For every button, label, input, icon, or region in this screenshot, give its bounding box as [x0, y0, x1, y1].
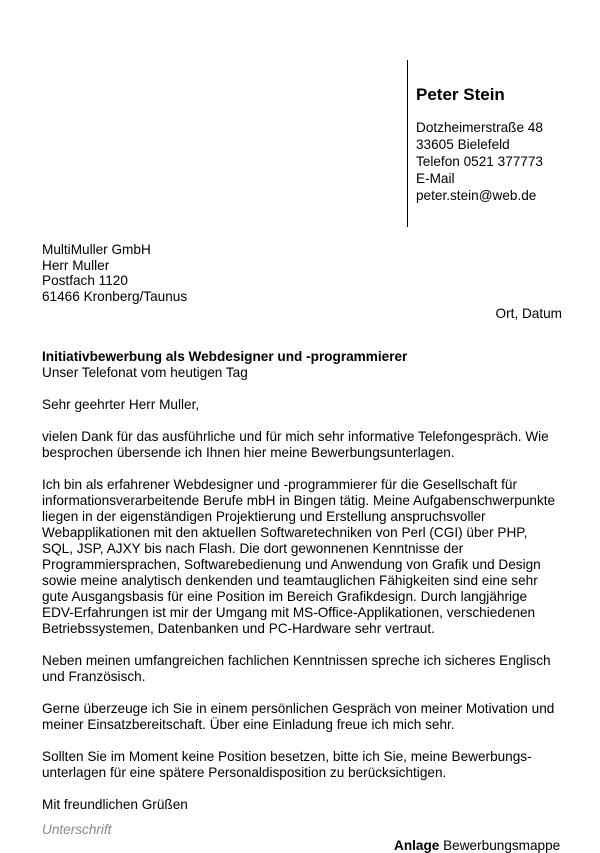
letter-date: Ort, Datum: [495, 306, 562, 321]
salutation: Sehr geehrter Herr Muller,: [42, 397, 200, 412]
attachment-text: Bewerbungsmappe: [443, 838, 561, 853]
paragraph-3: Neben meinen umfangreichen fachlichen Kenntnissen spreche ich sicheres Englisch und Französisch.: [42, 653, 551, 684]
letter-body: [42, 397, 562, 813]
sender-phone: Telefon 0521 377773: [416, 154, 543, 169]
recipient-company: MultiMuller GmbH: [42, 242, 151, 257]
sender-city: 33605 Bielefeld: [416, 137, 510, 152]
subject-block: [42, 349, 407, 381]
header-divider: [407, 60, 408, 227]
subject-title: Initiativbewerbung als Webdesigner und -programmierer: [42, 349, 408, 364]
recipient-person: Herr Muller: [42, 257, 110, 273]
attachment-line: [394, 838, 560, 853]
sender-name: Peter Stein: [416, 85, 505, 104]
sender-email-label: E-Mail: [416, 171, 455, 186]
subject-reference: Unser Telefonat vom heutigen Tag: [42, 365, 248, 380]
recipient-city: 61466 Kronberg/Taunus: [42, 288, 188, 304]
sender-email: peter.stein@web.de: [416, 188, 537, 203]
recipient-address: [42, 242, 187, 304]
signature-placeholder: Unterschrift: [42, 822, 112, 837]
attachment-label: Anlage: [394, 838, 440, 853]
paragraph-2: Ich bin als erfahrener Webdesigner und -programmierer für die Gesellschaft für informationsverarbeitende Berufe mbH in Bingen tätig. Meine Aufgabenschwerpunkte liegen in der eigenständigen Projektierung und Erstellung anspruchsvoller Webapplikationen mit den aktuellen Softwaretechniken von Perl (CGI) über PHP, SQL, JSP, AJXY bis nach Flash. Die dort gewonnenen Kenntnisse der Programmiersprachen, Softwarebedienung und Anwendung von Grafik und Design sowie meine analytisch denkenden und teamtauglichen Fähigkeiten sind eine sehr gute Ausgangsbasis für eine Position im Bereich Grafikdesign. Durch langjährige EDV-Erfahrungen ist mir der Umgang mit MS-Office-Applikationen, verschiedenen Betriebssystemen, Datenbanken und PC-Hardware sehr vertraut.: [42, 477, 556, 636]
sender-address: [416, 119, 543, 204]
sender-street: Dotzheimerstraße 48: [416, 120, 543, 135]
paragraph-5: Sollten Sie im Moment keine Position besetzen, bitte ich Sie, meine Bewerbungs-unterlagen für eine spätere Personaldisposition zu berücksichtigen.: [42, 749, 532, 780]
paragraph-4: Gerne überzeuge ich Sie in einem persönlichen Gespräch von meiner Motivation und meiner Einsatzbereitschaft. Über eine Einladung freue ich mich sehr.: [42, 701, 555, 732]
recipient-po-box: Postfach 1120: [42, 273, 128, 288]
closing: Mit freundlichen Grüßen: [42, 797, 188, 812]
paragraph-1: vielen Dank für das ausführliche und für mich sehr informative Telefongespräch. Wie besprochen übersende ich Ihnen hier meine Bewerbungsunterlagen.: [42, 429, 549, 460]
